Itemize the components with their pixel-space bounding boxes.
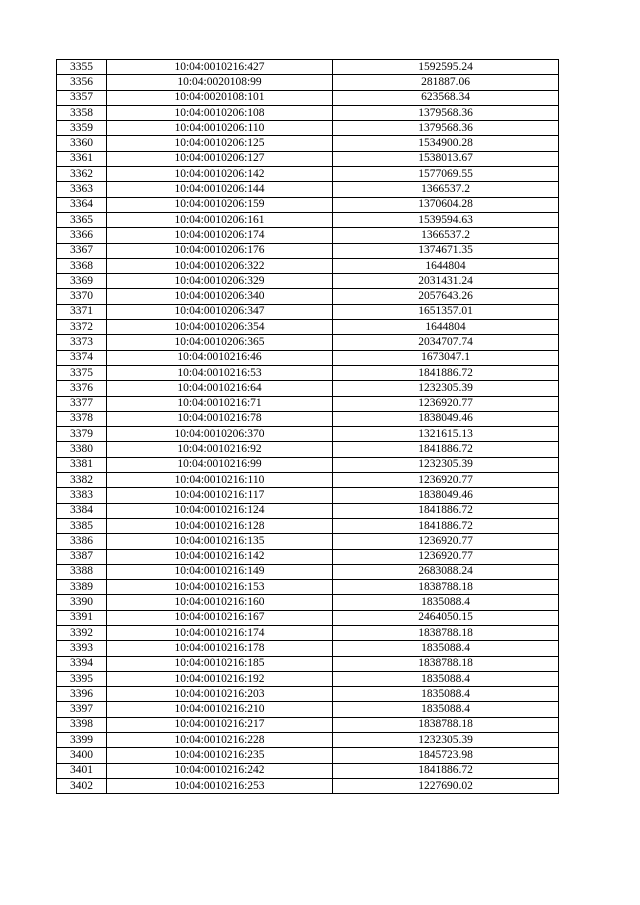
table-row <box>57 258 559 273</box>
row-number-cell: 3375 <box>57 365 107 380</box>
row-number-cell: 3398 <box>57 717 107 732</box>
table-row <box>57 656 559 671</box>
value-cell: 1321615.13 <box>333 427 559 442</box>
cadastral-number-cell: 10:04:0010216:174 <box>107 625 333 640</box>
cadastral-number-cell: 10:04:0010216:117 <box>107 488 333 503</box>
table-row <box>57 411 559 426</box>
value-cell: 1539594.63 <box>333 212 559 227</box>
table-row <box>57 60 559 75</box>
table-row <box>57 671 559 686</box>
table-row <box>57 320 559 335</box>
row-number-cell: 3369 <box>57 274 107 289</box>
row-number-cell: 3385 <box>57 518 107 533</box>
row-number-cell: 3357 <box>57 90 107 105</box>
table-row <box>57 182 559 197</box>
cadastral-number-cell: 10:04:0010216:192 <box>107 671 333 686</box>
row-number-cell: 3397 <box>57 702 107 717</box>
cadastral-number-cell: 10:04:0010216:78 <box>107 411 333 426</box>
cadastral-number-cell: 10:04:0010216:53 <box>107 365 333 380</box>
table-row <box>57 228 559 243</box>
value-cell: 2031431.24 <box>333 274 559 289</box>
value-cell: 1835088.4 <box>333 595 559 610</box>
value-cell: 1379568.36 <box>333 105 559 120</box>
row-number-cell: 3368 <box>57 258 107 273</box>
row-number-cell: 3381 <box>57 457 107 472</box>
row-number-cell: 3372 <box>57 320 107 335</box>
row-number-cell: 3355 <box>57 60 107 75</box>
row-number-cell: 3370 <box>57 289 107 304</box>
value-cell: 1232305.39 <box>333 733 559 748</box>
table-row <box>57 212 559 227</box>
table-row <box>57 365 559 380</box>
row-number-cell: 3362 <box>57 167 107 182</box>
row-number-cell: 3371 <box>57 304 107 319</box>
cadastral-number-cell: 10:04:0020108:101 <box>107 90 333 105</box>
cadastral-number-cell: 10:04:0010216:110 <box>107 473 333 488</box>
row-number-cell: 3392 <box>57 625 107 640</box>
table-row <box>57 381 559 396</box>
value-cell: 1673047.1 <box>333 350 559 365</box>
cadastral-number-cell: 10:04:0010216:124 <box>107 503 333 518</box>
table-row <box>57 518 559 533</box>
table-row <box>57 304 559 319</box>
row-number-cell: 3359 <box>57 121 107 136</box>
table-row <box>57 274 559 289</box>
cadastral-number-cell: 10:04:0010216:228 <box>107 733 333 748</box>
value-cell: 1374671.35 <box>333 243 559 258</box>
row-number-cell: 3377 <box>57 396 107 411</box>
cadastral-number-cell: 10:04:0010206:322 <box>107 258 333 273</box>
row-number-cell: 3389 <box>57 580 107 595</box>
cadastral-number-cell: 10:04:0010206:159 <box>107 197 333 212</box>
row-number-cell: 3386 <box>57 534 107 549</box>
cadastral-number-cell: 10:04:0010206:329 <box>107 274 333 289</box>
cadastral-number-cell: 10:04:0010216:253 <box>107 778 333 793</box>
table-row <box>57 748 559 763</box>
value-cell: 281887.06 <box>333 75 559 90</box>
cadastral-number-cell: 10:04:0010206:110 <box>107 121 333 136</box>
table-row <box>57 580 559 595</box>
row-number-cell: 3360 <box>57 136 107 151</box>
cadastral-number-cell: 10:04:0010206:370 <box>107 427 333 442</box>
row-number-cell: 3387 <box>57 549 107 564</box>
cadastral-number-cell: 10:04:0010216:217 <box>107 717 333 732</box>
value-cell: 1838788.18 <box>333 625 559 640</box>
value-cell: 1227690.02 <box>333 778 559 793</box>
value-cell: 1232305.39 <box>333 457 559 472</box>
row-number-cell: 3388 <box>57 564 107 579</box>
row-number-cell: 3374 <box>57 350 107 365</box>
row-number-cell: 3383 <box>57 488 107 503</box>
row-number-cell: 3379 <box>57 427 107 442</box>
value-cell: 1644804 <box>333 320 559 335</box>
value-cell: 1538013.67 <box>333 151 559 166</box>
cadastral-number-cell: 10:04:0010216:160 <box>107 595 333 610</box>
table-row <box>57 488 559 503</box>
cadastral-number-cell: 10:04:0010216:135 <box>107 534 333 549</box>
value-cell: 1236920.77 <box>333 473 559 488</box>
cadastral-number-cell: 10:04:0010206:365 <box>107 335 333 350</box>
row-number-cell: 3395 <box>57 671 107 686</box>
value-cell: 1379568.36 <box>333 121 559 136</box>
table-row <box>57 473 559 488</box>
cadastral-number-cell: 10:04:0010206:127 <box>107 151 333 166</box>
row-number-cell: 3393 <box>57 641 107 656</box>
value-cell: 1651357.01 <box>333 304 559 319</box>
row-number-cell: 3373 <box>57 335 107 350</box>
cadastral-number-cell: 10:04:0010206:142 <box>107 167 333 182</box>
cadastral-number-cell: 10:04:0010206:161 <box>107 212 333 227</box>
value-cell: 2464050.15 <box>333 610 559 625</box>
table-row <box>57 105 559 120</box>
cadastral-number-cell: 10:04:0010206:340 <box>107 289 333 304</box>
value-cell: 1841886.72 <box>333 503 559 518</box>
row-number-cell: 3378 <box>57 411 107 426</box>
table-row <box>57 75 559 90</box>
cadastral-number-cell: 10:04:0010216:92 <box>107 442 333 457</box>
value-cell: 2034707.74 <box>333 335 559 350</box>
row-number-cell: 3399 <box>57 733 107 748</box>
cadastral-number-cell: 10:04:0010216:64 <box>107 381 333 396</box>
table-row <box>57 534 559 549</box>
value-cell: 623568.34 <box>333 90 559 105</box>
cadastral-number-cell: 10:04:0010206:354 <box>107 320 333 335</box>
row-number-cell: 3394 <box>57 656 107 671</box>
value-cell: 1841886.72 <box>333 763 559 778</box>
value-cell: 2057643.26 <box>333 289 559 304</box>
row-number-cell: 3390 <box>57 595 107 610</box>
row-number-cell: 3380 <box>57 442 107 457</box>
value-cell: 1236920.77 <box>333 534 559 549</box>
value-cell: 1577069.55 <box>333 167 559 182</box>
table-row <box>57 243 559 258</box>
value-cell: 1236920.77 <box>333 396 559 411</box>
value-cell: 1845723.98 <box>333 748 559 763</box>
table-row <box>57 778 559 793</box>
table-row <box>57 197 559 212</box>
table-row <box>57 427 559 442</box>
table-row <box>57 457 559 472</box>
value-cell: 1838788.18 <box>333 717 559 732</box>
cadastral-number-cell: 10:04:0010216:142 <box>107 549 333 564</box>
cadastral-number-cell: 10:04:0010216:427 <box>107 60 333 75</box>
row-number-cell: 3382 <box>57 473 107 488</box>
cadastral-number-cell: 10:04:0010216:235 <box>107 748 333 763</box>
value-cell: 1835088.4 <box>333 641 559 656</box>
table-row <box>57 610 559 625</box>
table-row <box>57 350 559 365</box>
cadastral-number-cell: 10:04:0010206:144 <box>107 182 333 197</box>
table-row <box>57 503 559 518</box>
value-cell: 1835088.4 <box>333 671 559 686</box>
value-cell: 1841886.72 <box>333 442 559 457</box>
cadastral-number-cell: 10:04:0010216:128 <box>107 518 333 533</box>
row-number-cell: 3400 <box>57 748 107 763</box>
cadastral-number-cell: 10:04:0010216:167 <box>107 610 333 625</box>
value-cell: 1366537.2 <box>333 182 559 197</box>
table-row <box>57 442 559 457</box>
value-cell: 1838049.46 <box>333 411 559 426</box>
row-number-cell: 3367 <box>57 243 107 258</box>
table-row <box>57 625 559 640</box>
table-row <box>57 151 559 166</box>
row-number-cell: 3396 <box>57 687 107 702</box>
row-number-cell: 3364 <box>57 197 107 212</box>
cadastral-number-cell: 10:04:0010206:125 <box>107 136 333 151</box>
cadastral-number-cell: 10:04:0010206:174 <box>107 228 333 243</box>
cadastral-value-table <box>56 59 559 794</box>
row-number-cell: 3358 <box>57 105 107 120</box>
cadastral-number-cell: 10:04:0010206:108 <box>107 105 333 120</box>
value-cell: 1592595.24 <box>333 60 559 75</box>
table-row <box>57 396 559 411</box>
row-number-cell: 3365 <box>57 212 107 227</box>
value-cell: 1366537.2 <box>333 228 559 243</box>
cadastral-number-cell: 10:04:0010216:203 <box>107 687 333 702</box>
value-cell: 1835088.4 <box>333 687 559 702</box>
cadastral-number-cell: 10:04:0010206:347 <box>107 304 333 319</box>
cadastral-number-cell: 10:04:0010216:149 <box>107 564 333 579</box>
table-row <box>57 136 559 151</box>
table-row <box>57 641 559 656</box>
table-row <box>57 121 559 136</box>
table-row <box>57 289 559 304</box>
table-row <box>57 595 559 610</box>
cadastral-number-cell: 10:04:0010216:185 <box>107 656 333 671</box>
table-row <box>57 335 559 350</box>
table-row <box>57 717 559 732</box>
row-number-cell: 3361 <box>57 151 107 166</box>
cadastral-number-cell: 10:04:0010216:178 <box>107 641 333 656</box>
value-cell: 1838788.18 <box>333 656 559 671</box>
table-row <box>57 549 559 564</box>
value-cell: 1232305.39 <box>333 381 559 396</box>
cadastral-number-cell: 10:04:0010216:210 <box>107 702 333 717</box>
cadastral-number-cell: 10:04:0010206:176 <box>107 243 333 258</box>
table-row <box>57 687 559 702</box>
value-cell: 1841886.72 <box>333 365 559 380</box>
table-row <box>57 702 559 717</box>
value-cell: 1838788.18 <box>333 580 559 595</box>
table-row <box>57 733 559 748</box>
row-number-cell: 3401 <box>57 763 107 778</box>
cadastral-number-cell: 10:04:0020108:99 <box>107 75 333 90</box>
value-cell: 1236920.77 <box>333 549 559 564</box>
cadastral-number-cell: 10:04:0010216:71 <box>107 396 333 411</box>
value-cell: 1534900.28 <box>333 136 559 151</box>
value-cell: 1644804 <box>333 258 559 273</box>
value-cell: 1835088.4 <box>333 702 559 717</box>
row-number-cell: 3366 <box>57 228 107 243</box>
row-number-cell: 3391 <box>57 610 107 625</box>
value-cell: 1841886.72 <box>333 518 559 533</box>
row-number-cell: 3384 <box>57 503 107 518</box>
cadastral-number-cell: 10:04:0010216:153 <box>107 580 333 595</box>
row-number-cell: 3402 <box>57 778 107 793</box>
table-row <box>57 763 559 778</box>
cadastral-number-cell: 10:04:0010216:46 <box>107 350 333 365</box>
row-number-cell: 3376 <box>57 381 107 396</box>
cadastral-number-cell: 10:04:0010216:99 <box>107 457 333 472</box>
value-cell: 2683088.24 <box>333 564 559 579</box>
table-row <box>57 167 559 182</box>
value-cell: 1370604.28 <box>333 197 559 212</box>
cadastral-number-cell: 10:04:0010216:242 <box>107 763 333 778</box>
table-row <box>57 564 559 579</box>
row-number-cell: 3356 <box>57 75 107 90</box>
value-cell: 1838049.46 <box>333 488 559 503</box>
row-number-cell: 3363 <box>57 182 107 197</box>
table-body <box>57 60 559 794</box>
table-row <box>57 90 559 105</box>
